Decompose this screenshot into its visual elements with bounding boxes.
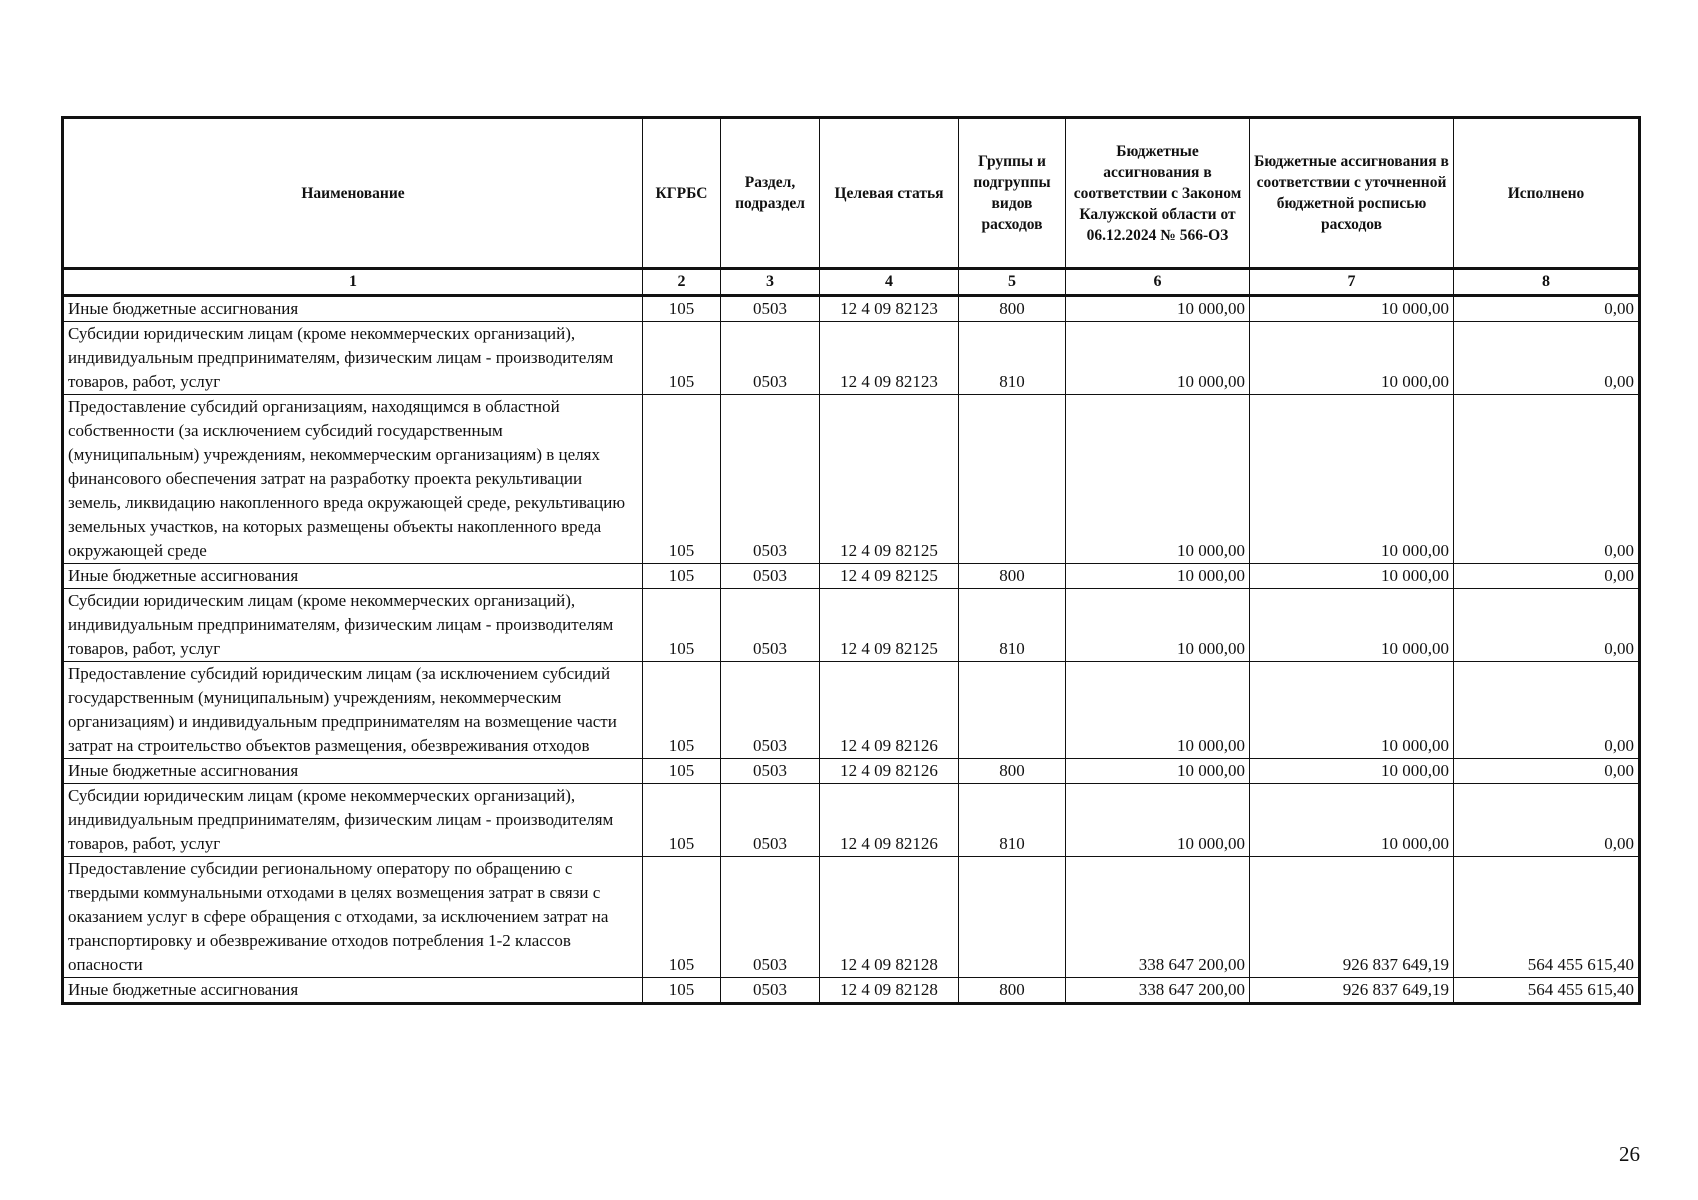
header-name: Наименование — [63, 118, 643, 269]
table-row — [63, 322, 1640, 395]
row-refined-allocation: 10 000,00 — [1250, 589, 1454, 662]
row-executed: 0,00 — [1454, 784, 1640, 857]
row-section: 0503 — [721, 589, 820, 662]
row-kgrbs: 105 — [643, 589, 721, 662]
row-executed: 0,00 — [1454, 759, 1640, 784]
row-name: Иные бюджетные ассигнования — [63, 978, 643, 1004]
row-law-allocation: 10 000,00 — [1066, 395, 1250, 564]
column-number: 6 — [1066, 269, 1250, 296]
row-target-article: 12 4 09 82125 — [820, 589, 959, 662]
row-section: 0503 — [721, 662, 820, 759]
table-row — [63, 564, 1640, 589]
row-target-article: 12 4 09 82125 — [820, 564, 959, 589]
row-law-allocation: 10 000,00 — [1066, 564, 1250, 589]
row-law-allocation: 10 000,00 — [1066, 784, 1250, 857]
row-refined-allocation: 10 000,00 — [1250, 662, 1454, 759]
row-section: 0503 — [721, 759, 820, 784]
row-target-article: 12 4 09 82123 — [820, 322, 959, 395]
row-name: Предоставление субсидий организациям, находящимся в областной собственности (за исключением субсидий государственным (муниципальным) учреждениям, некоммерческим организациям) в целях финансового обеспечения затрат на разработку проекта рекультивации земель, ликвидацию накопленного вреда окружающей среде, рекультивацию земельных участков, на которых размещены объекты накопленного вреда окружающей среде — [63, 395, 643, 564]
row-expense-group — [959, 395, 1066, 564]
row-law-allocation: 10 000,00 — [1066, 322, 1250, 395]
row-executed: 564 455 615,40 — [1454, 857, 1640, 978]
row-name: Иные бюджетные ассигнования — [63, 296, 643, 322]
row-section: 0503 — [721, 857, 820, 978]
row-executed: 0,00 — [1454, 395, 1640, 564]
row-law-allocation: 10 000,00 — [1066, 296, 1250, 322]
row-kgrbs: 105 — [643, 759, 721, 784]
header-kgrbs: КГРБС — [643, 118, 721, 269]
page-number: 26 — [1619, 1142, 1640, 1166]
header-law-allocation: Бюджетные ассигнования в соответствии с Законом Калужской области от 06.12.2024 № 566-ОЗ — [1066, 118, 1250, 269]
row-target-article: 12 4 09 82123 — [820, 296, 959, 322]
row-target-article: 12 4 09 82126 — [820, 662, 959, 759]
column-number: 5 — [959, 269, 1066, 296]
row-refined-allocation: 10 000,00 — [1250, 395, 1454, 564]
row-expense-group: 800 — [959, 759, 1066, 784]
row-target-article: 12 4 09 82128 — [820, 857, 959, 978]
row-executed: 0,00 — [1454, 564, 1640, 589]
header-target: Целевая статья — [820, 118, 959, 269]
row-law-allocation: 338 647 200,00 — [1066, 978, 1250, 1004]
row-expense-group — [959, 662, 1066, 759]
row-expense-group: 810 — [959, 322, 1066, 395]
table-row — [63, 395, 1640, 564]
header-section: Раздел, подраздел — [721, 118, 820, 269]
column-number: 4 — [820, 269, 959, 296]
header-executed: Исполнено — [1454, 118, 1640, 269]
row-kgrbs: 105 — [643, 784, 721, 857]
row-refined-allocation: 10 000,00 — [1250, 322, 1454, 395]
row-refined-allocation: 926 837 649,19 — [1250, 857, 1454, 978]
row-section: 0503 — [721, 564, 820, 589]
row-section: 0503 — [721, 296, 820, 322]
row-kgrbs: 105 — [643, 296, 721, 322]
row-law-allocation: 10 000,00 — [1066, 759, 1250, 784]
row-executed: 564 455 615,40 — [1454, 978, 1640, 1004]
row-section: 0503 — [721, 978, 820, 1004]
row-expense-group: 800 — [959, 296, 1066, 322]
row-target-article: 12 4 09 82126 — [820, 784, 959, 857]
column-number: 1 — [63, 269, 643, 296]
table-row — [63, 857, 1640, 978]
table-row — [63, 759, 1640, 784]
table-row — [63, 662, 1640, 759]
header-row — [63, 118, 1640, 269]
row-target-article: 12 4 09 82128 — [820, 978, 959, 1004]
row-expense-group: 800 — [959, 978, 1066, 1004]
row-law-allocation: 10 000,00 — [1066, 589, 1250, 662]
row-executed: 0,00 — [1454, 322, 1640, 395]
header-refined-allocation: Бюджетные ассигнования в соответствии с уточненной бюджетной росписью расходов — [1250, 118, 1454, 269]
row-kgrbs: 105 — [643, 662, 721, 759]
row-refined-allocation: 10 000,00 — [1250, 564, 1454, 589]
column-number: 8 — [1454, 269, 1640, 296]
row-name: Субсидии юридическим лицам (кроме некоммерческих организаций), индивидуальным предпринимателям, физическим лицам - производителям товаров, работ, услуг — [63, 322, 643, 395]
row-target-article: 12 4 09 82126 — [820, 759, 959, 784]
row-name: Иные бюджетные ассигнования — [63, 564, 643, 589]
row-expense-group: 800 — [959, 564, 1066, 589]
row-expense-group: 810 — [959, 784, 1066, 857]
row-kgrbs: 105 — [643, 322, 721, 395]
row-section: 0503 — [721, 322, 820, 395]
table-row — [63, 296, 1640, 322]
row-executed: 0,00 — [1454, 296, 1640, 322]
row-name: Субсидии юридическим лицам (кроме некоммерческих организаций), индивидуальным предпринимателям, физическим лицам - производителям товаров, работ, услуг — [63, 784, 643, 857]
column-number: 3 — [721, 269, 820, 296]
row-law-allocation: 338 647 200,00 — [1066, 857, 1250, 978]
row-kgrbs: 105 — [643, 857, 721, 978]
table-row — [63, 784, 1640, 857]
table-body — [63, 296, 1640, 1004]
column-number: 7 — [1250, 269, 1454, 296]
column-number: 2 — [643, 269, 721, 296]
row-name: Предоставление субсидии региональному оператору по обращению с твердыми коммунальными отходами в целях возмещения затрат в связи с оказанием услуг в сфере обращения с отходами, за исключением затрат на транспортировку и обезвреживание отходов потребления 1-2 классов опасности — [63, 857, 643, 978]
row-expense-group — [959, 857, 1066, 978]
row-refined-allocation: 10 000,00 — [1250, 296, 1454, 322]
row-refined-allocation: 10 000,00 — [1250, 759, 1454, 784]
row-section: 0503 — [721, 395, 820, 564]
row-kgrbs: 105 — [643, 395, 721, 564]
column-number-row — [63, 269, 1640, 296]
budget-table — [61, 116, 1641, 1005]
row-refined-allocation: 10 000,00 — [1250, 784, 1454, 857]
row-kgrbs: 105 — [643, 564, 721, 589]
row-target-article: 12 4 09 82125 — [820, 395, 959, 564]
row-law-allocation: 10 000,00 — [1066, 662, 1250, 759]
table-row — [63, 978, 1640, 1004]
table-row — [63, 589, 1640, 662]
row-name: Субсидии юридическим лицам (кроме некоммерческих организаций), индивидуальным предпринимателям, физическим лицам - производителям товаров, работ, услуг — [63, 589, 643, 662]
row-executed: 0,00 — [1454, 589, 1640, 662]
row-name: Иные бюджетные ассигнования — [63, 759, 643, 784]
row-executed: 0,00 — [1454, 662, 1640, 759]
row-section: 0503 — [721, 784, 820, 857]
row-refined-allocation: 926 837 649,19 — [1250, 978, 1454, 1004]
row-kgrbs: 105 — [643, 978, 721, 1004]
header-group: Группы и подгруппы видов расходов — [959, 118, 1066, 269]
row-name: Предоставление субсидий юридическим лицам (за исключением субсидий государственным (муниципальным) учреждениям, некоммерческим организациям) и индивидуальным предпринимателям на возмещение части затрат на строительство объектов размещения, обезвреживания отходов — [63, 662, 643, 759]
row-expense-group: 810 — [959, 589, 1066, 662]
